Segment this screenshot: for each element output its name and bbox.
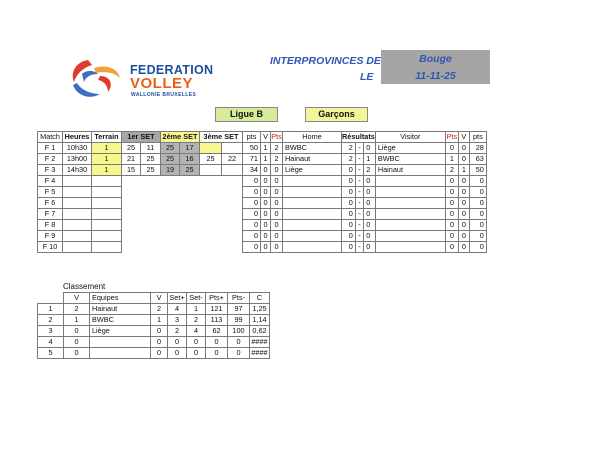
- rank-coefficient: 1,14: [250, 315, 270, 326]
- points-visitor: 0: [469, 187, 486, 198]
- visitor-team: Hainaut: [375, 165, 445, 176]
- result-separator: -: [355, 198, 363, 209]
- win-home: 0: [261, 187, 271, 198]
- match-id: F 2: [38, 154, 63, 165]
- set2-visitor: [180, 231, 200, 242]
- rank-position: 1: [38, 304, 64, 315]
- points-home: 0: [243, 231, 261, 242]
- set2-visitor: [180, 209, 200, 220]
- points-visitor: 0: [469, 176, 486, 187]
- home-team: [283, 220, 342, 231]
- table-row: [38, 326, 270, 337]
- match-points-home: 0: [271, 231, 283, 242]
- visitor-team: [375, 209, 445, 220]
- rank-position: 2: [38, 315, 64, 326]
- rank-col-pts-plus: Pts+: [206, 293, 228, 304]
- match-court: 1: [92, 154, 122, 165]
- col-points-home: Pts: [271, 132, 282, 141]
- col-match: Match: [38, 132, 63, 143]
- home-team: [283, 231, 342, 242]
- match-points-visitor: 0: [445, 209, 458, 220]
- logo-text-federation: FEDERATION: [130, 63, 214, 77]
- match-id: F 10: [38, 242, 63, 253]
- set2-home: [161, 209, 180, 220]
- win-home: 0: [261, 242, 271, 253]
- set2-visitor: 16: [180, 154, 200, 165]
- ranking-table: [37, 292, 270, 359]
- match-court: [92, 209, 122, 220]
- set2-visitor: [180, 220, 200, 231]
- sets-visitor: 0: [364, 143, 376, 154]
- match-court: [92, 176, 122, 187]
- win-home: 1: [261, 154, 271, 165]
- set3-visitor: [222, 242, 243, 253]
- set3-visitor: [222, 209, 243, 220]
- sets-home: 2: [342, 154, 356, 165]
- win-visitor: 1: [458, 165, 469, 176]
- win-visitor: 0: [458, 231, 469, 242]
- rank-col-coefficient: C: [250, 293, 270, 304]
- home-team: [283, 198, 342, 209]
- points-home: 0: [243, 209, 261, 220]
- result-separator: -: [355, 165, 363, 176]
- win-home: 0: [261, 231, 271, 242]
- set2-home: 25: [161, 154, 180, 165]
- col-heures: Heures: [63, 132, 92, 143]
- set3-home: 25: [200, 154, 222, 165]
- win-visitor: 0: [458, 242, 469, 253]
- col-pts-home: pts: [243, 132, 261, 143]
- match-time: [63, 220, 92, 231]
- rank-team: BWBC: [90, 315, 151, 326]
- ranking-table-header: [38, 293, 270, 304]
- home-team: [283, 242, 342, 253]
- match-points-home: 0: [271, 198, 283, 209]
- table-row: [38, 143, 487, 154]
- rank-wins: 0: [151, 326, 168, 337]
- set3-visitor: [222, 198, 243, 209]
- rank-position: 5: [38, 348, 64, 359]
- col-v-visitor: V: [458, 132, 469, 143]
- sets-home: 0: [342, 198, 356, 209]
- rank-sets-plus: 0: [168, 337, 187, 348]
- match-id: F 8: [38, 220, 63, 231]
- visitor-team: [375, 242, 445, 253]
- match-id: F 9: [38, 231, 63, 242]
- set2-visitor: 17: [180, 143, 200, 154]
- rank-coefficient: 0,62: [250, 326, 270, 337]
- points-visitor: 0: [469, 209, 486, 220]
- set1-home: [122, 176, 141, 187]
- sets-home: 0: [342, 231, 356, 242]
- set1-visitor: [141, 231, 161, 242]
- set3-home: [200, 231, 222, 242]
- match-points-home: 0: [271, 176, 283, 187]
- points-visitor: 50: [469, 165, 486, 176]
- rank-team: [90, 348, 151, 359]
- set3-visitor: [222, 143, 243, 154]
- sets-visitor: 0: [364, 220, 376, 231]
- rank-points: 0: [64, 348, 90, 359]
- col-results: Résultats: [342, 132, 375, 141]
- win-home: 0: [261, 165, 271, 176]
- visitor-team: [375, 220, 445, 231]
- match-court: [92, 187, 122, 198]
- visitor-team: BWBC: [375, 154, 445, 165]
- rank-pts-plus: 62: [206, 326, 228, 337]
- sets-home: 0: [342, 209, 356, 220]
- table-row: [38, 348, 270, 359]
- match-time: [63, 187, 92, 198]
- rank-sets-minus: 2: [187, 315, 206, 326]
- set3-visitor: [222, 165, 243, 176]
- set3-visitor: [222, 220, 243, 231]
- set2-visitor: [180, 242, 200, 253]
- rank-sets-minus: 0: [187, 337, 206, 348]
- rank-sets-minus: 1: [187, 304, 206, 315]
- match-time: [63, 231, 92, 242]
- table-row: [38, 304, 270, 315]
- sets-visitor: 0: [364, 176, 376, 187]
- points-home: 0: [243, 187, 261, 198]
- match-points-home: 2: [271, 154, 283, 165]
- set1-home: [122, 198, 141, 209]
- rank-wins: 2: [151, 304, 168, 315]
- match-points-visitor: 2: [445, 165, 458, 176]
- match-points-home: 0: [271, 187, 283, 198]
- set2-visitor: 25: [180, 165, 200, 176]
- set2-home: [161, 220, 180, 231]
- table-row: [38, 198, 487, 209]
- win-visitor: 0: [458, 209, 469, 220]
- rank-pts-plus: 0: [206, 337, 228, 348]
- points-visitor: 0: [469, 242, 486, 253]
- table-row: [38, 231, 487, 242]
- rank-pts-plus: 121: [206, 304, 228, 315]
- rank-coefficient: ####: [251, 348, 268, 357]
- set1-visitor: [141, 242, 161, 253]
- rank-coefficient: ####: [251, 337, 268, 346]
- match-time: [63, 242, 92, 253]
- set2-visitor: [180, 176, 200, 187]
- result-separator: -: [355, 209, 363, 220]
- ranking-title: Classement: [63, 282, 106, 291]
- set2-visitor: [180, 187, 200, 198]
- match-court: [92, 220, 122, 231]
- rank-sets-plus: 0: [168, 348, 187, 359]
- set2-home: [161, 176, 180, 187]
- match-table-header: [38, 132, 487, 143]
- win-home: 0: [261, 176, 271, 187]
- rank-points: 0: [64, 337, 90, 348]
- table-row: [38, 165, 487, 176]
- win-home: 1: [261, 143, 271, 154]
- rank-col-sets-minus: Set-: [187, 293, 206, 304]
- match-court: 1: [92, 143, 122, 154]
- result-separator: -: [355, 231, 363, 242]
- rank-team: [90, 337, 151, 348]
- rank-pts-minus: 99: [228, 315, 250, 326]
- col-home: Home: [283, 132, 342, 143]
- rank-team: Hainaut: [90, 304, 151, 315]
- home-team: Liège: [283, 165, 342, 176]
- sets-visitor: 0: [364, 198, 376, 209]
- col-pts-visitor: pts: [469, 132, 486, 143]
- points-visitor: 0: [469, 198, 486, 209]
- win-visitor: 0: [458, 176, 469, 187]
- set3-visitor: [222, 176, 243, 187]
- set3-visitor: [222, 187, 243, 198]
- visitor-team: [375, 231, 445, 242]
- rank-wins: 0: [151, 337, 168, 348]
- col-set3: 3ème SET: [200, 132, 243, 143]
- result-separator: -: [355, 220, 363, 231]
- rank-position: 3: [38, 326, 64, 337]
- federation-logo-icon: [70, 56, 128, 100]
- visitor-team: [375, 187, 445, 198]
- rank-pts-minus: 97: [228, 304, 250, 315]
- match-court: [92, 198, 122, 209]
- match-time: [63, 176, 92, 187]
- table-row: [38, 187, 487, 198]
- match-points-home: 2: [271, 143, 283, 154]
- set2-home: [161, 187, 180, 198]
- result-separator: -: [355, 154, 363, 165]
- rank-col-rank: [38, 293, 64, 304]
- table-row: [38, 220, 487, 231]
- set2-home: [161, 198, 180, 209]
- set2-home: 19: [161, 165, 180, 176]
- set3-home: [200, 209, 222, 220]
- set1-visitor: 11: [141, 143, 161, 154]
- set3-home: [200, 220, 222, 231]
- rank-col-teams: Equipes: [90, 293, 151, 304]
- visitor-team: [375, 198, 445, 209]
- match-points-visitor: 0: [445, 176, 458, 187]
- points-home: 50: [243, 143, 261, 154]
- match-points-visitor: 0: [445, 231, 458, 242]
- rank-pts-minus: 0: [228, 348, 250, 359]
- match-court: [92, 242, 122, 253]
- set1-visitor: 25: [141, 165, 161, 176]
- set1-visitor: [141, 220, 161, 231]
- set3-visitor: 22: [222, 154, 243, 165]
- rank-points: 1: [64, 315, 90, 326]
- rank-col-pts-minus: Pts-: [228, 293, 250, 304]
- rank-sets-plus: 2: [168, 326, 187, 337]
- points-home: 0: [243, 198, 261, 209]
- league-tag: Ligue B: [215, 107, 278, 122]
- set1-visitor: [141, 187, 161, 198]
- set3-visitor: [222, 231, 243, 242]
- rank-team: Liège: [90, 326, 151, 337]
- set1-home: [122, 209, 141, 220]
- match-id: F 7: [38, 209, 63, 220]
- match-points-home: 0: [271, 209, 283, 220]
- set2-home: [161, 231, 180, 242]
- table-row: [38, 242, 487, 253]
- match-id: F 3: [38, 165, 63, 176]
- result-separator: -: [355, 143, 363, 154]
- set1-visitor: [141, 176, 161, 187]
- sets-visitor: 0: [364, 231, 376, 242]
- header-le-label: LE: [360, 71, 374, 83]
- points-home: 0: [243, 242, 261, 253]
- win-home: 0: [261, 198, 271, 209]
- sets-visitor: 0: [364, 242, 376, 253]
- match-id: F 5: [38, 187, 63, 198]
- win-visitor: 0: [458, 187, 469, 198]
- match-table: [37, 131, 487, 253]
- col-terrain: Terrain: [92, 132, 122, 143]
- set1-home: [122, 231, 141, 242]
- match-points-visitor: 0: [445, 242, 458, 253]
- visitor-team: [375, 176, 445, 187]
- set3-home: [200, 242, 222, 253]
- sets-home: 2: [342, 143, 356, 154]
- match-court: 1: [92, 165, 122, 176]
- match-points-visitor: 0: [445, 187, 458, 198]
- set1-visitor: [141, 198, 161, 209]
- set1-visitor: 25: [141, 154, 161, 165]
- set1-home: [122, 220, 141, 231]
- rank-sets-plus: 4: [168, 304, 187, 315]
- win-home: 0: [261, 209, 271, 220]
- rank-sets-minus: 4: [187, 326, 206, 337]
- set3-home: [200, 165, 222, 176]
- rank-sets-plus: 3: [168, 315, 187, 326]
- match-points-visitor: 0: [445, 220, 458, 231]
- rank-pts-plus: 113: [206, 315, 228, 326]
- points-home: 0: [243, 176, 261, 187]
- set2-visitor: [180, 198, 200, 209]
- match-id: F 6: [38, 198, 63, 209]
- match-points-visitor: 0: [445, 143, 458, 154]
- match-points-home: 0: [271, 165, 283, 176]
- sets-home: 0: [342, 165, 356, 176]
- sets-visitor: 2: [364, 165, 376, 176]
- set1-home: 15: [122, 165, 141, 176]
- set1-visitor: [141, 209, 161, 220]
- home-team: BWBC: [283, 143, 342, 154]
- rank-sets-minus: 0: [187, 348, 206, 359]
- sets-home: 0: [342, 176, 356, 187]
- home-team: [283, 209, 342, 220]
- table-row: [38, 154, 487, 165]
- sets-home: 0: [342, 187, 356, 198]
- sets-visitor: 1: [364, 154, 376, 165]
- set3-home: [200, 198, 222, 209]
- win-visitor: 0: [458, 220, 469, 231]
- match-points-home: 0: [271, 242, 283, 253]
- table-row: [38, 315, 270, 326]
- win-visitor: 0: [458, 198, 469, 209]
- col-visitor: Visitor: [375, 132, 445, 143]
- points-visitor: 28: [469, 143, 486, 154]
- rank-wins: 1: [151, 315, 168, 326]
- points-visitor: 0: [469, 231, 486, 242]
- set2-home: 25: [161, 143, 180, 154]
- points-visitor: 63: [469, 154, 486, 165]
- match-id: F 1: [38, 143, 63, 154]
- header-place: Bouge: [419, 53, 452, 65]
- rank-col-points: V: [64, 293, 90, 304]
- result-separator: -: [355, 187, 363, 198]
- rank-col-sets-plus: Set+: [169, 293, 185, 302]
- match-time: 13h00: [63, 154, 92, 165]
- rank-points: 2: [64, 304, 90, 315]
- set1-home: 25: [122, 143, 141, 154]
- result-separator: -: [355, 176, 363, 187]
- set2-home: [161, 242, 180, 253]
- rank-position: 4: [38, 337, 64, 348]
- page-title: INTERPROVINCES DE: [270, 55, 381, 67]
- logo-text-volley: VOLLEY: [130, 75, 194, 92]
- rank-points: 0: [64, 326, 90, 337]
- match-points-visitor: 1: [445, 154, 458, 165]
- rank-coefficient: 1,25: [250, 304, 270, 315]
- match-time: [63, 209, 92, 220]
- rank-wins: 0: [151, 348, 168, 359]
- match-time: 14h30: [63, 165, 92, 176]
- col-points-visitor: Pts: [446, 132, 458, 141]
- table-row: [38, 209, 487, 220]
- match-id: F 4: [38, 176, 63, 187]
- set1-home: [122, 242, 141, 253]
- match-court: [92, 231, 122, 242]
- sets-home: 0: [342, 220, 356, 231]
- points-home: 71: [243, 154, 261, 165]
- match-points-home: 0: [271, 220, 283, 231]
- sets-home: 0: [342, 242, 356, 253]
- win-visitor: 0: [458, 154, 469, 165]
- rank-pts-minus: 100: [228, 326, 250, 337]
- set3-home: [200, 187, 222, 198]
- col-set2: 2ème SET: [161, 132, 200, 143]
- home-team: Hainaut: [283, 154, 342, 165]
- logo-text-wallonie: WALLONIE BRUXELLES: [131, 92, 197, 98]
- home-team: [283, 176, 342, 187]
- points-visitor: 0: [469, 220, 486, 231]
- result-separator: -: [355, 242, 363, 253]
- set1-home: [122, 187, 141, 198]
- home-team: [283, 187, 342, 198]
- sets-visitor: 0: [364, 187, 376, 198]
- set1-home: 21: [122, 154, 141, 165]
- table-row: [38, 176, 487, 187]
- points-home: 34: [243, 165, 261, 176]
- visitor-team: Liège: [375, 143, 445, 154]
- win-home: 0: [261, 220, 271, 231]
- rank-pts-plus: 0: [206, 348, 228, 359]
- table-row: [38, 337, 270, 348]
- header-date: 11-11-25: [415, 70, 456, 82]
- col-v-home: V: [261, 132, 271, 143]
- sets-visitor: 0: [364, 209, 376, 220]
- match-time: [63, 198, 92, 209]
- points-home: 0: [243, 220, 261, 231]
- col-set1: 1er SET: [122, 132, 161, 143]
- set3-home: [200, 176, 222, 187]
- rank-col-wins: V: [151, 293, 168, 304]
- set3-home: [200, 143, 222, 154]
- match-time: 10h30: [63, 143, 92, 154]
- rank-pts-minus: 0: [228, 337, 250, 348]
- match-points-visitor: 0: [445, 198, 458, 209]
- win-visitor: 0: [458, 143, 469, 154]
- gender-tag: Garçons: [305, 107, 368, 122]
